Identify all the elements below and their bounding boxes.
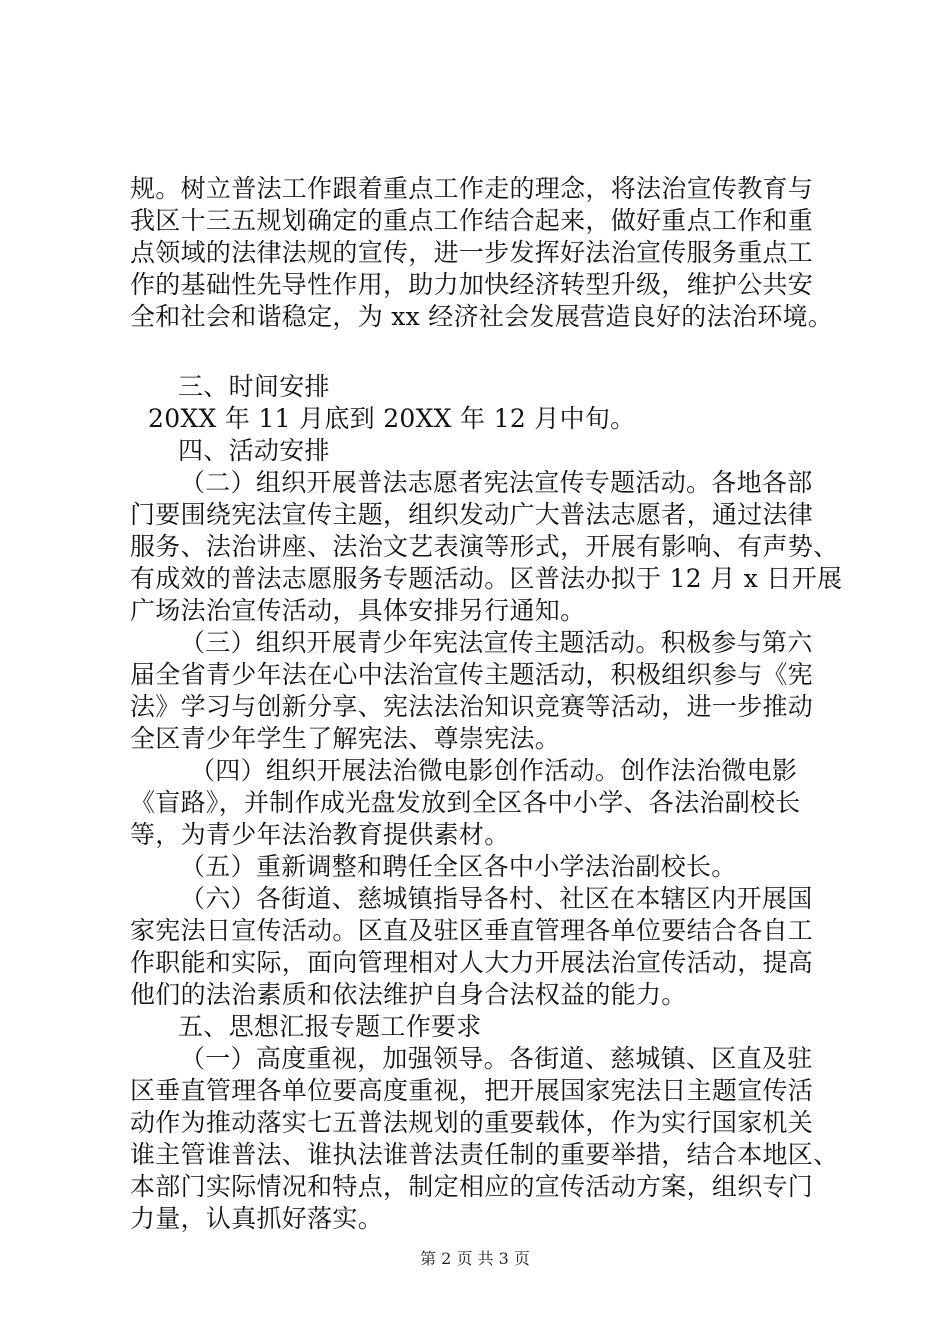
body-line: 作职能和实际，面向管理相对人大力开展法治宣传活动，提高 (130, 948, 814, 977)
body-line: 全和社会和谐稳定，为 xx 经济社会发展营造良好的法治环境。 (130, 302, 834, 331)
body-line: （一）高度重视，加强领导。各街道、慈城镇、区直及驻 (180, 1044, 813, 1073)
body-line: （五）重新调整和聘任全区各中小学法治副校长。 (180, 852, 737, 881)
body-line: 规。树立普法工作跟着重点工作走的理念，将法治宣传教育与 (130, 174, 814, 203)
section-heading-requirements: 五、思想汇报专题工作要求 (178, 1012, 482, 1041)
section-heading-time: 三、时间安排 (178, 372, 330, 401)
body-line: 全区青少年学生了解宪法、尊崇宪法。 (130, 724, 561, 753)
body-line: 我区十三五规划确定的重点工作结合起来，做好重点工作和重 (130, 206, 814, 235)
body-line: （六）各街道、慈城镇指导各村、社区在本辖区内开展国 (180, 884, 813, 913)
body-line: 《盲路》，并制作成光盘发放到全区各中小学、各法治副校长 (130, 788, 801, 817)
body-line: 门要围绕宪法宣传主题，组织发动广大普法志愿者，通过法律 (130, 500, 814, 529)
body-line: 谁主管谁普法、谁执法谁普法责任制的重要举措，结合本地区、 (130, 1140, 839, 1169)
body-line: 有成效的普法志愿服务专题活动。区普法办拟于 12 月 x 日开展 (130, 564, 843, 593)
body-line: 点领域的法律法规的宣传，进一步发挥好法治宣传服务重点工 (130, 238, 814, 267)
body-line: 家宪法日宣传活动。区直及驻区垂直管理各单位要结合各自工 (130, 916, 814, 945)
body-line: （三）组织开展青少年宪法宣传主题活动。积极参与第六 (180, 628, 813, 657)
body-line: 20XX 年 11 月底到 20XX 年 12 月中旬。 (148, 404, 636, 433)
body-line: 作的基础性先导性作用，助力加快经济转型升级，维护公共安 (130, 270, 814, 299)
body-line: （二）组织开展普法志愿者宪法宣传专题活动。各地各部 (180, 468, 813, 497)
body-line: 他们的法治素质和依法维护自身合法权益的能力。 (130, 980, 687, 1009)
document-body (130, 173, 843, 1235)
body-line: 动作为推动落实七五普法规划的重要载体，作为实行国家机关 (130, 1108, 814, 1137)
body-line: 等，为青少年法治教育提供素材。 (130, 820, 510, 849)
body-line: 法》学习与创新分享、宪法法治知识竞赛等活动，进一步推动 (130, 692, 814, 721)
body-line: 广场法治宣传活动，具体安排另行通知。 (130, 596, 586, 625)
paragraph-spacer (130, 333, 830, 371)
body-line: （四）组织开展法治微电影创作活动。创作法治微电影 (190, 756, 798, 785)
body-line: 区垂直管理各单位要高度重视，把开展国家宪法日主题宣传活 (130, 1076, 814, 1105)
section-heading-activities: 四、活动安排 (178, 436, 330, 465)
body-line: 届全省青少年法在心中法治宣传主题活动，积极组织参与《宪 (130, 660, 814, 689)
body-line: 本部门实际情况和特点，制定相应的宣传活动方案，组织专门 (130, 1172, 814, 1201)
page-number-footer: 第 2 页 共 3 页 (420, 1249, 530, 1268)
body-line: 服务、法治讲座、法治文艺表演等形式，开展有影响、有声势、 (130, 532, 839, 561)
body-line: 力量，认真抓好落实。 (130, 1204, 384, 1233)
